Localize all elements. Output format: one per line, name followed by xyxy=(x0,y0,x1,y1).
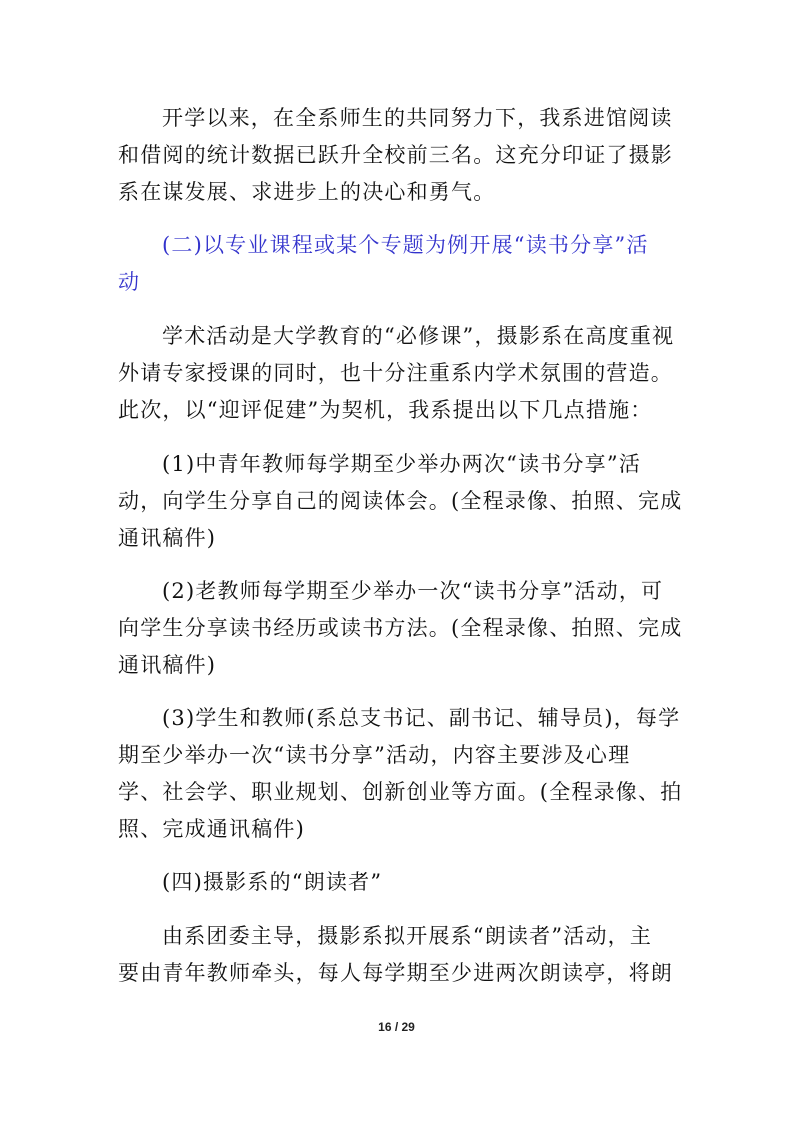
heading-line: (二)以专业课程或某个专题为例开展“读书分享”活 xyxy=(162,233,649,257)
text-line: 系在谋发展、求进步上的决心和勇气。 xyxy=(118,180,496,204)
text-line: 开学以来，在全系师生的共同努力下，我系进馆阅读 xyxy=(162,106,673,130)
heading-line: 动 xyxy=(118,270,141,294)
text-line: (3)学生和教师(系总支书记、副书记、辅导员)，每学 xyxy=(162,706,681,730)
section-heading-4 xyxy=(118,864,678,901)
text-line: 照、完成通讯稿件) xyxy=(118,817,305,841)
text-line: 期至少举办一次“读书分享”活动，内容主要涉及心理 xyxy=(118,743,631,767)
text-line: 要由青年教师牵头，每人每学期至少进两次朗读亭，将朗 xyxy=(118,961,673,985)
list-item-3 xyxy=(118,700,683,848)
text-line: (1)中青年教师每学期至少举办两次“读书分享”活 xyxy=(162,452,642,476)
text-line: 动，向学生分享自己的阅读体会。(全程录像、拍照、完成 xyxy=(118,489,683,513)
text-line: 学术活动是大学教育的“必修课”，摄影系在高度重视 xyxy=(162,324,675,348)
text-line: 通讯稿件) xyxy=(118,653,217,677)
paragraph-academic xyxy=(118,318,678,429)
text-line: 外请专家授课的同时，也十分注重系内学术氛围的营造。 xyxy=(118,361,673,385)
paragraph-reader xyxy=(118,918,678,992)
text-line: 通讯稿件) xyxy=(118,526,217,550)
heading-line: (四)摄影系的“朗读者” xyxy=(162,870,383,894)
text-line: 向学生分享读书经历或读书方法。(全程录像、拍照、完成 xyxy=(118,616,683,640)
text-line: 此次，以“迎评促建”为契机，我系提出以下几点措施： xyxy=(118,398,653,422)
paragraph-intro xyxy=(118,100,678,211)
text-line: 由系团委主导，摄影系拟开展系“朗读者”活动，主 xyxy=(162,924,653,948)
list-item-2 xyxy=(118,573,683,684)
page-number: 16 / 29 xyxy=(378,1020,415,1034)
section-heading-2 xyxy=(118,227,678,301)
text-line: 学、社会学、职业规划、创新创业等方面。(全程录像、拍 xyxy=(118,780,683,804)
list-item-1 xyxy=(118,446,683,557)
text-line: (2)老教师每学期至少举办一次“读书分享”活动，可 xyxy=(162,579,664,603)
text-line: 和借阅的统计数据已跃升全校前三名。这充分印证了摄影 xyxy=(118,143,673,167)
